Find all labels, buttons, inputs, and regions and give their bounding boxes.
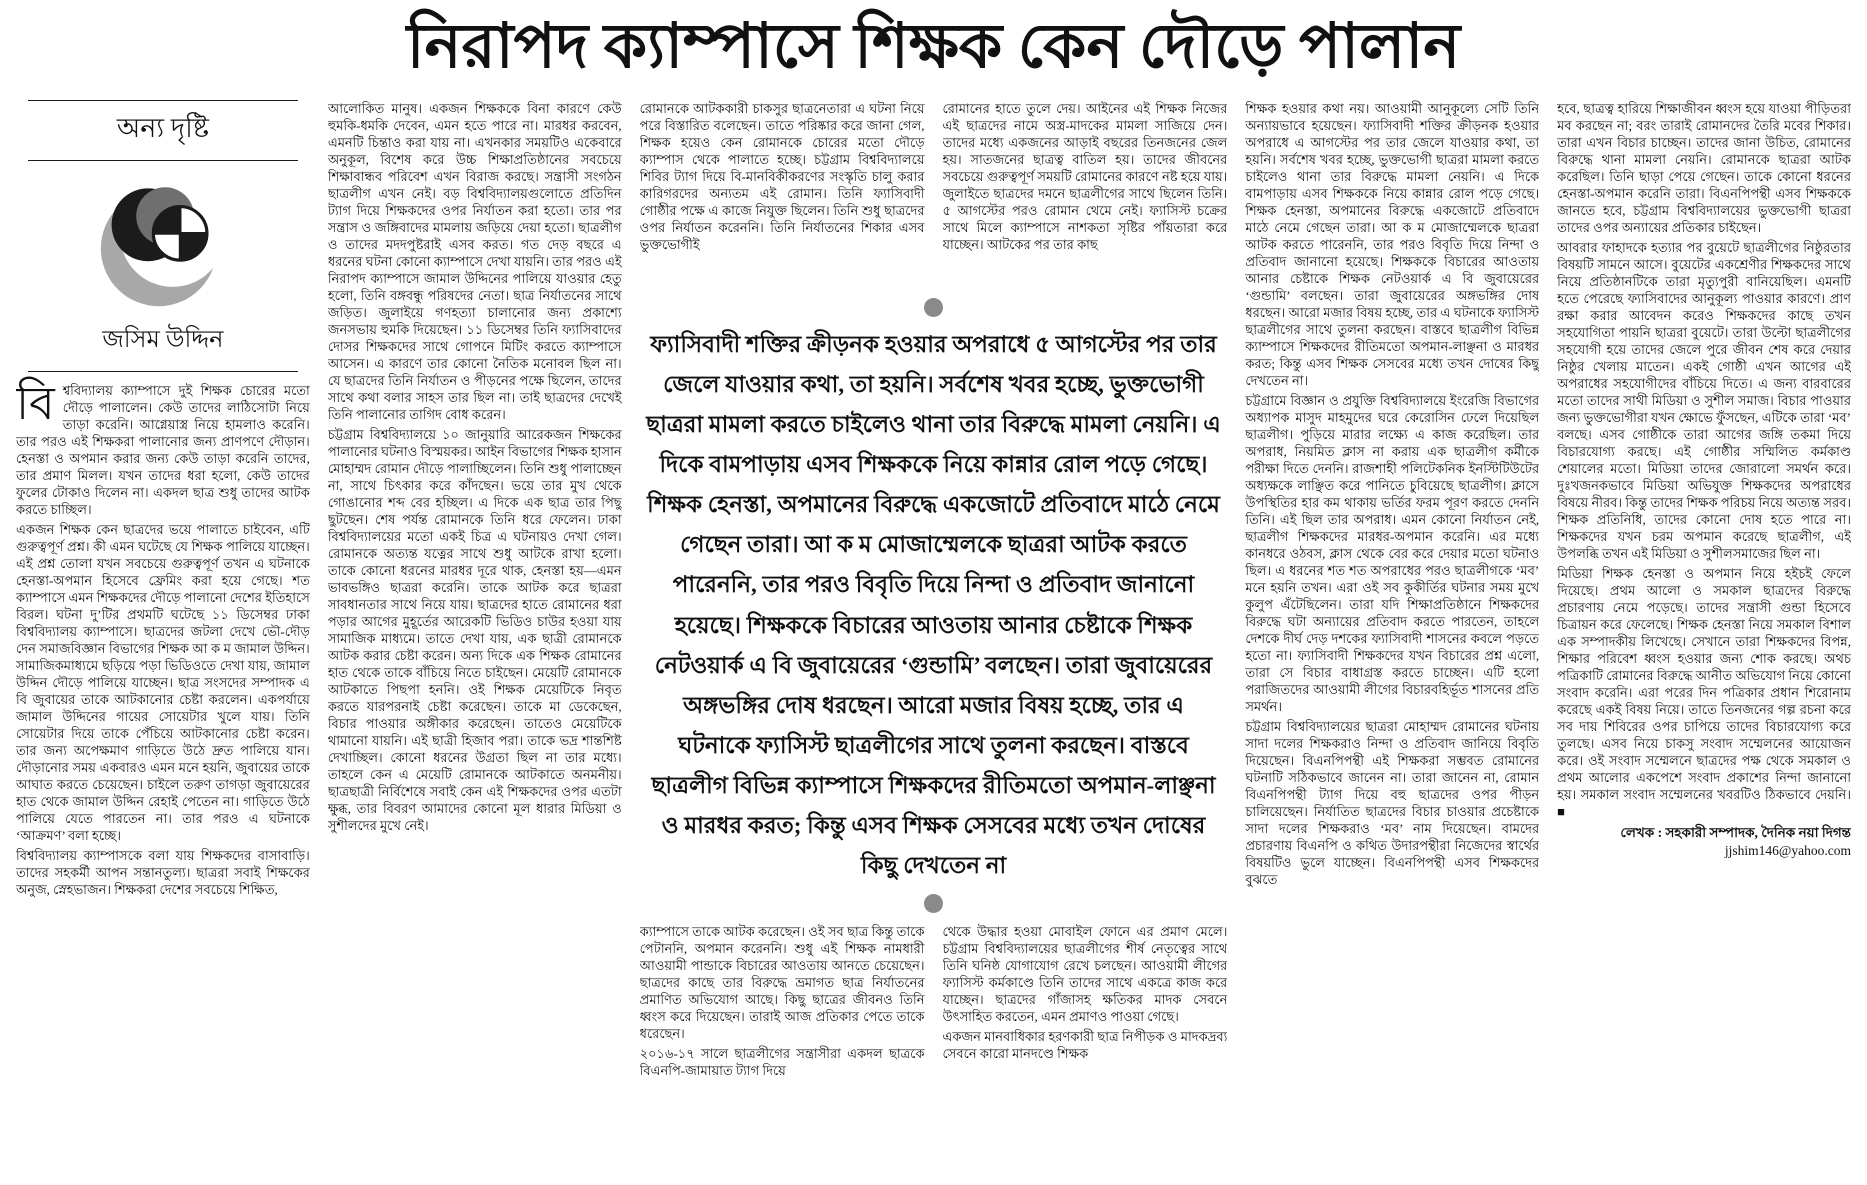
headline: নিরাপদ ক্যাম্পাসে শিক্ষক কেন দৌড়ে পালান (406, 13, 1461, 81)
paragraph: বিশ্ববিদ্যালয় ক্যাম্পাসকে বলা যায় শিক্ষকদের বাসাবাড়ি। তাদের সহকর্মী আপন সন্তানতুল্য। ছাত্ররা সবাই শিক্ষকের অনুজ, স্নেহভাজন। শিক্ষকরা দেশের সবচেয়ে শিক্ষিত, (16, 848, 310, 898)
column-2 (328, 100, 622, 1162)
column-1 (16, 100, 310, 1162)
paragraph: রোমানকে আটককারী চাকসুর ছাত্রনেতারা এ ঘটনা নিয়ে পরে বিস্তারিত বলেছেন। তাতে পরিষ্কার করে জানা গেল, শিক্ষক হয়েও কেন রোমানকে চোরের মতো দৌড়ে ক্যাম্পাস থেকে পালাতে হচ্ছে। চট্টগ্রাম বিশ্ববিদ্যালয়ে শিবির ট্যাগ দিয়ে বি-মানবিকীকরণের সংস্কৃতি চালু করার কারিগরদের অন্যতম এই রোমান। তিনি ফ্যাসিবাদী গোষ্ঠীর পক্ষে এ কাজে নিযুক্ত ছিলেন। তিনি শুধু ছাত্রদের ওপর নির্যাতন করেননি। তিনি নির্যাতনের শিকার এসব ভুক্তভোগীই (639, 101, 925, 253)
paragraph: শিক্ষক হওয়ার কথা নয়। আওয়ামী আনুকূল্যে সেটি তিনি অন্যায়ভাবে হয়েছেন। ফ্যাসিবাদী শক্তির ক্রীড়নক হওয়ার অপরাধে এ আগস্টের পর তার জেলে যাওয়ার কথা, তা হয়নি। সর্বশেষ খবর হচ্ছে, ভুক্তভোগী ছাত্ররা মামলা করতে চাইলেও থানা তার বিরুদ্ধে মামলা নেয়নি। এ দিকে বামপাড়ায় এসব শিক্ষককে নিয়ে কান্নার রোল পড়ে গেছে। শিক্ষক হেনস্তা, অপমানের বিরুদ্ধে একজোটে প্রতিবাদে মাঠে নেমে গেছেন তারা। আ ক ম মোজাম্মেলকে ছাত্ররা আটক করতে পারেননি, তার পরও বিবৃতি দিয়ে নিন্দা ও প্রতিবাদ জানানো হয়েছে। শিক্ষককে বিচারের আওতায় আনার চেষ্টাকে শিক্ষক নেটওয়ার্ক এ বি জুবায়েরের ‘গুন্ডামি’ বলছেন। তারা জুবায়েরের অঙ্গভঙ্গির দোষ ধরছেন। আরো মজার বিষয় হচ্ছে, তার এ ঘটনাকে ফ্যাসিস্ট ছাত্রলীগের সাথে তুলনা করছেন। বাস্তবে ছাত্রলীগ বিভিন্ন ক্যাম্পাসে শিক্ষকদের রীতিমতো অপমান-লাঞ্ছনা ও মারধর করত; কিন্তু এসব শিক্ষক সেসবের মধ্যে তখন দোষের কিছু দেখতেন না। (1245, 101, 1540, 389)
author-credit (1557, 824, 1851, 860)
column-3-bottom (640, 923, 925, 1163)
mid-bottom-row (640, 923, 1228, 1163)
paragraph: একজন মানবাধিকার হরণকারী ছাত্র নিপীড়ক ও মাদকদ্রব্য সেবনে কারো মানদণ্ডে শিক্ষক (942, 1028, 1228, 1061)
column-3-top (640, 100, 925, 288)
article-columns (16, 100, 1851, 1162)
paragraph: একজন শিক্ষক কেন ছাত্রদের ভয়ে পালাতে চাইবেন, এটি গুরুত্বপূর্ণ প্রশ্ন। কী এমন ঘটেছে যে শিক্ষক পালিয়ে যাচ্ছেন। এই প্রশ্ন তোলা যখন সবচেয়ে গুরুত্বপূর্ণ তখন এ ঘটনাকে হেনস্তা-অপমান হিসেবে ফ্রেমিং করা হয়ে গেছে। শত ক্যাম্পাসে এমন শিক্ষকদের দৌড়ে পালানো দেশের ইতিহাসে বিরল। ঘটনা দু’টির প্রথমটি ঘটেছে ১১ ডিসেম্বর ঢাকা বিশ্ববিদ্যালয় ক্যাম্পাসে। ছাত্রদের জটলা দেখে ভৌ-দৌড় দেন সমাজবিজ্ঞান বিভাগের শিক্ষক আ ক ম জামাল উদ্দিন। সামাজিকমাধ্যমে ছড়িয়ে পড়া ভিডিওতে দেখা যায়, জামাল উদ্দিন দৌড়ে পালিয়ে যাচ্ছেন। ছাত্র সংসদের সম্পাদক এ বি জুবায়ের তাকে আটকানোর চেষ্টা করলেন। একপর্যায়ে জামাল উদ্দিনের গায়ের সোয়েটার খুলে যায়। তিনি সোয়েটার দিয়ে তাকে পেঁচিয়ে আটকানোর চেষ্টা করেন। তার জন্য অপেক্ষমাণ গাড়িতে উঠে দ্রুত পালিয়ে যান। দৌড়ানোর সময় একবারও এমন মনে হয়নি, জুবায়ের তাকে আঘাত করতে চেয়েছেন। চাইলে তরুণ তাগড়া জুবায়েরের হাত থেকে জামাল উদ্দিন রেহাই পেতেন না। গাড়িতে উঠে পালিয়ে যেতে পারতেন না। তার পরও এ ঘটনাকে ‘আক্রমণ’ বলা হচ্ছে। (16, 522, 310, 844)
newspaper-logo-icon (28, 161, 298, 317)
author-credit-text: লেখক : সহকারী সম্পাদক, দৈনিক নয়া দিগন্ত (1620, 825, 1851, 841)
paragraph: চট্টগ্রাম বিশ্ববিদ্যালয়ে ১০ জানুয়ারি আরেকজন শিক্ষকের পালানোর ঘটনাও বিস্ময়কর। আইন বিভাগের শিক্ষক হাসান মোহাম্মদ রোমান দৌড়ে পালাচ্ছিলেন। তিনি শুধু পালাচ্ছেন না, সাথে চিৎকার করে কাঁদছেন। ভয়ে তার মুখ থেকে গোঙানোর শব্দ বের হচ্ছিল। এ দিকে এক ছাত্র তার পিছু ছুটছেন। শেষ পর্যন্ত রোমানকে তিনি ধরে ফেলেন। ঢাকা বিশ্ববিদ্যালয়ের মতো একই চিত্র এ ঘটনায়ও দেখা গেল। রোমানকে অত্যন্ত যত্নের সাথে শুধু আটকে রাখা হলো। তাকে কোনো ধরনের মারধর দূরে থাক, হেনস্তা হয়—এমন ভাবভঙ্গিও ছাত্ররা করেনি। তাকে আটক করে ছাত্ররা সাবধানতার সাথে নিয়ে যায়। ছাত্রদের হাতে রোমানের ধরা পড়ার আগের মুহূর্তের আরেকটি ভিডিও চাউর হওয়া যায় সামাজিক মাধ্যমে। তাতে দেখা যায়, এক ছাত্রী রোমানকে আটক করার চেষ্টা করেন। অন্য দিকে এক শিক্ষক রোমানের হাত থেকে তাকে বাঁচিয়ে নিতে চাইছেন। মেয়েটি রোমানকে আটকাতে পিছপা হননি। ওই শিক্ষক মেয়েটিকে নিবৃত করতে যারপরনাই চেষ্টা করেছেন। তাকে মা ডেকেছেন, বিচার পাওয়ার অঙ্গীকার করেছেন। তাতেও মেয়েটিকে থামানো যায়নি। এই ছাত্রী হিজাব পরা। তাকে ভদ্র শান্তশিষ্ট দেখাচ্ছিল। কোনো ধরনের উগ্রতা ছিল না তার মধ্যে। তাহলে কেন এ মেয়েটি রোমানকে আটকাতে অনমনীয়। ছাত্রছাত্রী নির্বিশেষে সবাই কেন এই শিক্ষকদের ওপর এতটা ক্ষুব্ধ, তার বিবরণ আমাদের কোনো মূল ধারার মিডিয়া ও সুশীলদের মুখে নেই। (327, 427, 622, 834)
column-6 (1557, 100, 1851, 1162)
paragraph: আবরার ফাহাদকে হত্যার পর বুয়েটে ছাত্রলীগের নিষ্ঠুরতার বিষয়টি সামনে আসে। বুয়েটের একশ্রেণীর শিক্ষকদের সাথে নিয়ে প্রতিষ্ঠানটিকে তারা মৃত্যুপুরী বানিয়েছিল। এমনটি হতে পেরেছে ফ্যাসিবাদের আনুকূল্য পাওয়ার কারণে। প্রাণ রক্ষা করার আবেদন করেও শিক্ষকদের কাছে তখন সহযোগিতা পায়নি ছাত্ররা বুয়েটে। তারা উল্টো ছাত্রলীগের সহযোগী হয়ে তাদের জেলে পুরে জীবন শেষ করে দেয়ার নিষ্ঠুর খেলায় মাতেন। একই গোষ্ঠী এখন আগের এই অপরাধের সহযোগীদের বাঁচিয়ে দিতে। এ জন্য বারবারের মতো তাদের সাথী মিডিয়া ও সুশীল সমাজ। বিচার পাওয়ার জন্য ভুক্তভোগীরা যখন ক্ষোভে ফুঁসছেন, এটিকে তারা ‘মব’ বলছে। এসব গোষ্ঠীকে তারা আগের জঙ্গি তকমা দিয়ে বিচারযোগ্য করছে। এই গোষ্ঠীর সম্মিলিত কর্মকাণ্ড শেয়ালের মতো। মিডিয়া তাদের জোরালো সমর্থন করে। দুঃখজনকভাবে মিডিয়া অভিযুক্ত শিক্ষকদের অপরাধের বিষয়ে নীরব। কিন্তু তাদের শিক্ষক পরিচয় নিয়ে অত্যন্ত সরব। শিক্ষক প্রতিনিধি, তাদের কোনো দোষ হতে পারে না। শিক্ষকদের যখন চরম অপমান করেছে ছাত্রলীগ, এই উপলব্ধি তখন এই মিডিয়া ও সুশীলসমাজের ছিল না। (1557, 240, 1851, 562)
pull-quote-dot-top-icon (924, 298, 943, 317)
pull-quote (640, 288, 1228, 922)
paragraph: চট্টগ্রাম বিশ্ববিদ্যালয়ের ছাত্ররা মোহাম্মদ রোমানের ঘটনায় সাদা দলের শিক্ষকরাও নিন্দা ও প্রতিবাদ জানিয়ে বিবৃতি দিয়েছেন। বিএনপিপন্থী এই শিক্ষকরা সম্ভবত রোমানের ঘটনাটি সঠিকভাবে জানেন না। তারা জানেন না, রোমান বিএনপিপন্থী ট্যাগ দিয়ে বহু ছাত্রদের ওপর পীড়ন চালিয়েছেন। নির্যাতিত ছাত্রদের বিচার চাওয়ার প্রচেষ্টাকে সাদা দলের শিক্ষকরাও ‘মব’ নাম দিয়েছেন। বামদের প্রচারণায় বিএনপি ও কথিত উদারপন্থীরা নিজেদের স্বার্থের বিষয়টিও ভুলে যাচ্ছেন। বিএনপিপন্থী এসব শিক্ষকদের বুঝতে (1245, 719, 1540, 888)
paragraph: মিডিয়া শিক্ষক হেনস্তা ও অপমান নিয়ে হইচই ফেলে দিয়েছে। প্রথম আলো ও সমকাল ছাত্রদের বিরুদ্ধে প্রচারণায় নেমে পড়েছে। তাদের সন্ত্রাসী গুন্ডা হিসেবে চিত্রায়ন করে ফেলেছে। শিক্ষক হেনস্তা নিয়ে সমকাল বিশাল এক সম্পাদকীয় লিখেছে। সেখানে তারা শিক্ষকদের বিপন্ন, শিক্ষার পরিবেশ ধ্বংস হওয়ার জন্য শোক করছে। অথচ পত্রিকাটি রোমানের বিরুদ্ধে আনীত অভিযোগ নিয়ে কোনো সংবাদ করেনি। এরা পরের দিন পত্রিকার প্রধান শিরোনাম করেছে একই বিষয় নিয়ে। তাতে তিনজনের গল্প রচনা করে সব দায় শিবিরের ওপর চাপিয়ে তাদের বিচারযোগ্য করে তুলছে। এসব নিয়ে চাকসু সংবাদ সম্মেলনের আয়োজন করে। ওই সংবাদ সম্মেলনে ছাত্রদের পক্ষ থেকে সমকাল ও প্রথম আলোর একপেশে সংবাদ প্রকাশের নিন্দা জানানো হয়। সমকাল সংবাদ সম্মেলনের খবরটিও ঠিকভাবে দেয়নি। ■ (1557, 566, 1851, 820)
column-4-top (943, 100, 1228, 288)
pull-quote-text: ফ্যাসিবাদী শক্তির ক্রীড়নক হওয়ার অপরাধে ৫ আগস্টের পর তার জেলে যাওয়ার কথা, তা হয়নি। সর্বশেষ খবর হচ্ছে, ভুক্তভোগী ছাত্ররা মামলা করতে চাইলেও থানা তার বিরুদ্ধে মামলা নেয়নি। এ দিকে বামপাড়ায় এসব শিক্ষককে নিয়ে কান্নার রোল পড়ে গেছে। শিক্ষক হেনস্তা, অপমানের বিরুদ্ধে একজোটে প্রতিবাদে মাঠে নেমে গেছেন তারা। আ ক ম মোজাম্মেলকে ছাত্ররা আটক করতে পারেননি, তার পরও বিবৃতি দিয়ে নিন্দা ও প্রতিবাদ জানানো হয়েছে। শিক্ষককে বিচারের আওতায় আনার চেষ্টাকে শিক্ষক নেটওয়ার্ক এ বি জুবায়েরের ‘গুন্ডামি’ বলছেন। তারা জুবায়েরের অঙ্গভঙ্গির দোষ ধরছেন। আরো মজার বিষয় হচ্ছে, তার এ ঘটনাকে ফ্যাসিস্ট ছাত্রলীগের সাথে তুলনা করছেন। বাস্তবে ছাত্রলীগ বিভিন্ন ক্যাম্পাসে শিক্ষকদের রীতিমতো অপমান-লাঞ্ছনা ও মারধর করত; কিন্তু এসব শিক্ষক সেসবের মধ্যে তখন দোষের কিছু দেখতেন না (646, 332, 1221, 878)
rule-bottom (28, 371, 298, 372)
paragraph: থেকে উদ্ধার হওয়া মোবাইল ফোনে এর প্রমাণ মেলে। চট্টগ্রাম বিশ্ববিদ্যালয়ের ছাত্রলীগের শীর্ষ নেতৃত্বের সাথে তিনি ঘনিষ্ঠ যোগাযোগ রেখে চলছেন। আওয়ামী লীগের ফ্যাসিস্ট কর্মকাণ্ডে তিনি তাদের সাথে একত্রে কাজ করে যাচ্ছেন। ছাত্রদের গাঁজাসহ ক্ষতিকর মাদক সেবনে উৎসাহিত করতেন, এমন প্রমাণও পাওয়া গেছে। (942, 923, 1228, 1024)
paragraph: চট্টগ্রামে বিজ্ঞান ও প্রযুক্তি বিশ্ববিদ্যালয়ে ইংরেজি বিভাগের অধ্যাপক মাসুদ মাহমুদের ঘরে কেরোসিন ঢেলে দিয়েছিল ছাত্রলীগ। পুড়িয়ে মারার লক্ষ্যে এ কাজ করেছিল। তার অপরাধ, নিয়মিত ক্লাস না করায় এক ছাত্রলীগ কর্মীকে পরীক্ষা দিতে দেননি। রাজশাহী পলিটেকনিক ইনস্টিটিউটের অধ্যক্ষকে লাঞ্ছিত করে পানিতে চুবিয়েছে ছাত্রলীগ। ক্লাসে উপস্থিতির হার কম থাকায় ভর্তির ফরম পূরণ করতে দেননি তিনি। এই ছিল তার অপরাধ। এমন কোনো নির্যাতন নেই, ছাত্রলীগ শিক্ষকদের মারধর-অপমান করেনি। এর মধ্যে কানধরে ওঠবস, ক্লাস থেকে বের করে দেয়ার মতো ঘটনাও ছিল। এ ধরনের শত শত অপরাধের পরও ছাত্রলীগকে ‘মব’ মনে হয়নি তখন। এরা ওই সব কুকীর্তির ঘটনার সময় মুখে কুলুপ এঁটেছিলেন। তারা যদি শিক্ষাপ্রতিষ্ঠানে শিক্ষকদের বিরুদ্ধে ঘটা অন্যায়ের প্রতিবাদ করতে পারতেন, তাহলে দেশকে দীর্ঘ দেড় দশকের ফ্যাসিবাদী শাসনের কবলে পড়তে হতো না। ফ্যাসিবাদী শিক্ষকদের যখন বিচারের প্রশ্ন এলো, তারা সে বিচার বাধাগ্রস্ত করতে চাচ্ছেন। এটি হলো পরাজিতদের আওয়ামী লীগের বিচারবহির্ভূত শাসনের প্রতি সমর্থন। (1245, 393, 1540, 715)
columns-3-4 (640, 100, 1228, 1162)
paragraph: ক্যাম্পাসে তাকে আটক করেছেন। ওই সব ছাত্র কিন্তু তাকে পেটাননি, অপমান করেননি। শুধু এই শিক্ষক নামধারী আওয়ামী পান্ডাকে বিচারের আওতায় আনতে চেয়েছেন। ছাত্রদের কাছে তার বিরুদ্ধে ভ্রমাগত ছাত্র নির্যাতনের প্রমাণিত অভিযোগ আছে। কিছু ছাত্রের জীবনও তিনি ধ্বংস করে দিয়েছেন। তারাই আজ প্রতিকার পেতে তাকে ধরেছেন। (639, 923, 925, 1041)
column-1-text (16, 378, 310, 898)
column-6-paragraphs (1557, 100, 1851, 820)
opinion-section-title: অন্য দৃষ্টি (116, 113, 209, 144)
column-1-paragraphs (16, 378, 310, 898)
paragraph: শ্ববিদ্যালয় ক্যাম্পাসে দুই শিক্ষক চোরের মতো দৌড়ে পালালেন। কেউ তাদের লাঠিসোটা নিয়ে তাড়া করেনি। আগ্নেয়াস্ত্র নিয়ে হামলাও করেনি। তার পরও এই শিক্ষকরা পালানোর জন্য প্রাণপণে দৌড়ান। হেনস্তা ও অপমান করার জন্য কেউ তাড়া করেনি তাদের, তার প্রমাণ মিলল। যখন তাদের ধরা হলো, কেউ তাদের ফুলের টোকাও দিলেন না। একদল ছাত্র শুধু তাদের আটক করতে চাচ্ছিল। (16, 383, 310, 518)
pull-quote-dot-bottom-icon (924, 894, 943, 913)
paragraph: রোমানের হাতে তুলে দেয়। আইনের এই শিক্ষক নিজের এই ছাত্রদের নামে অস্ত্র-মাদকের মামলা সাজিয়ে দেন। তাদের মধ্যে একজনের আড়াই বছরের তিনজনের জেল হয়। সাতজনের ছাত্রত্ব বাতিল হয়। তাদের জীবনের সবচেয়ে গুরুত্বপূর্ণ সময়টি রোমানের কারণে নষ্ট হয়ে যায়। জুলাইতে ছাত্রদের দমনে ছাত্রলীগের সাথে ছিলেন তিনি। ৫ আগস্টের পরও রোমান থেমে নেই। ফ্যাসিস্ট চক্রের সাথে মিলে ক্যাম্পাসে নাশকতা সৃষ্টির পাঁয়তারা করে যাচ্ছেন। আটকের পর তার কাছ (942, 101, 1228, 253)
column-4-bottom (943, 923, 1228, 1163)
paragraph: হবে, ছাত্রত্ব হারিয়ে শিক্ষাজীবন ধ্বংস হয়ে যাওয়া পীড়িতরা মব করছেন না; বরং তারাই রোমানদের তৈরি মবের শিকার। তারা এখন বিচার চাচ্ছেন। তাদের জানা উচিত, রোমানের বিরুদ্ধে থানা মামলা নেয়নি। রোমানকে ছাত্ররা আটক করেছিল। তিনি ছাড়া পেয়ে গেছেন। তাকে কোনো ধরনের হেনস্তা-অপমান করেনি তারা। বিএনপিপন্থী এসব শিক্ষককে জানতে হবে, চট্টগ্রাম বিশ্ববিদ্যালয়ের ভুক্তভোগী ছাত্ররা তাদের ওপর অন্যায়ের প্রতিকার চাইছেন। (1557, 101, 1851, 236)
paragraph: ২০১৬-১৭ সালে ছাত্রলীগের সন্ত্রাসীরা একদল ছাত্রকে বিএনপি-জামায়াত ট্যাগ দিয়ে (639, 1045, 925, 1078)
drop-cap: বি (16, 378, 55, 430)
article-header (16, 8, 1851, 90)
mid-top-row (640, 100, 1228, 288)
paragraph: আলোকিত মানুষ। একজন শিক্ষককে বিনা কারণে কেউ হুমকি-ধমকি দেবেন, এমন হতে পারে না। মারধর করবেন, এমনটি চিন্তাও করা যায় না। এখনকার সময়টিও একেবারে অনুকূল, বিশেষ করে উচ্চ শিক্ষাপ্রতিষ্ঠানের সবচেয়ে শিক্ষাবান্ধব পরিবেশ এখন বিরাজ করছে। সন্ত্রাসী সংগঠন ছাত্রলীগ এখন নেই। বড় বিশ্ববিদ্যালয়গুলোতে প্রতিদিন ট্যাগ দিয়ে শিক্ষকদের ওপর নির্যাতন করা হতো। তার পর সন্ত্রাস ও জঙ্গিবাদের মামলায় জড়িয়ে দেয়া হতো। ছাত্রলীগ ও তাদের মদদপুষ্টরাই এসব করত। গত দেড় বছরে এ ধরনের ঘটনা কোনো ক্যাম্পাসে দেখা যায়নি। তার পরও এই নিরাপদ ক্যাম্পাসে জামাল উদ্দিনের পালিয়ে যাওয়ার হেতু হলো, তিনি বঙ্গবন্ধু পরিষদের নেতা। ছাত্র নির্যাতনের সাথে জড়িত। জুলাইয়ে গণহত্যা চালানোর জন্য প্রকাশ্যে জনসভায় হুমকি দিয়েছেন। ১১ ডিসেম্বর তিনি ফ্যাসিবাদের দোসর শিক্ষকদের সাথে গোপনে মিটিং করতে ক্যাম্পাসে আসেন। এ কারণে তার কোনো নৈতিক মনোবল ছিল না। যে ছাত্রদের তিনি নির্যাতন ও পীড়নের পক্ষে ছিলেন, তাদের সাথে কথা বলার সাহস তার ছিল না। তাই ছাত্রদের দেখেই তিনি পালানোর তাগিদ বোধ করেন। (327, 101, 622, 423)
author-name: জসিম উদ্দিন (102, 327, 224, 354)
column-5 (1245, 100, 1539, 1162)
byline-box (28, 100, 298, 372)
author-email: jjshim146@yahoo.com (1724, 843, 1851, 859)
